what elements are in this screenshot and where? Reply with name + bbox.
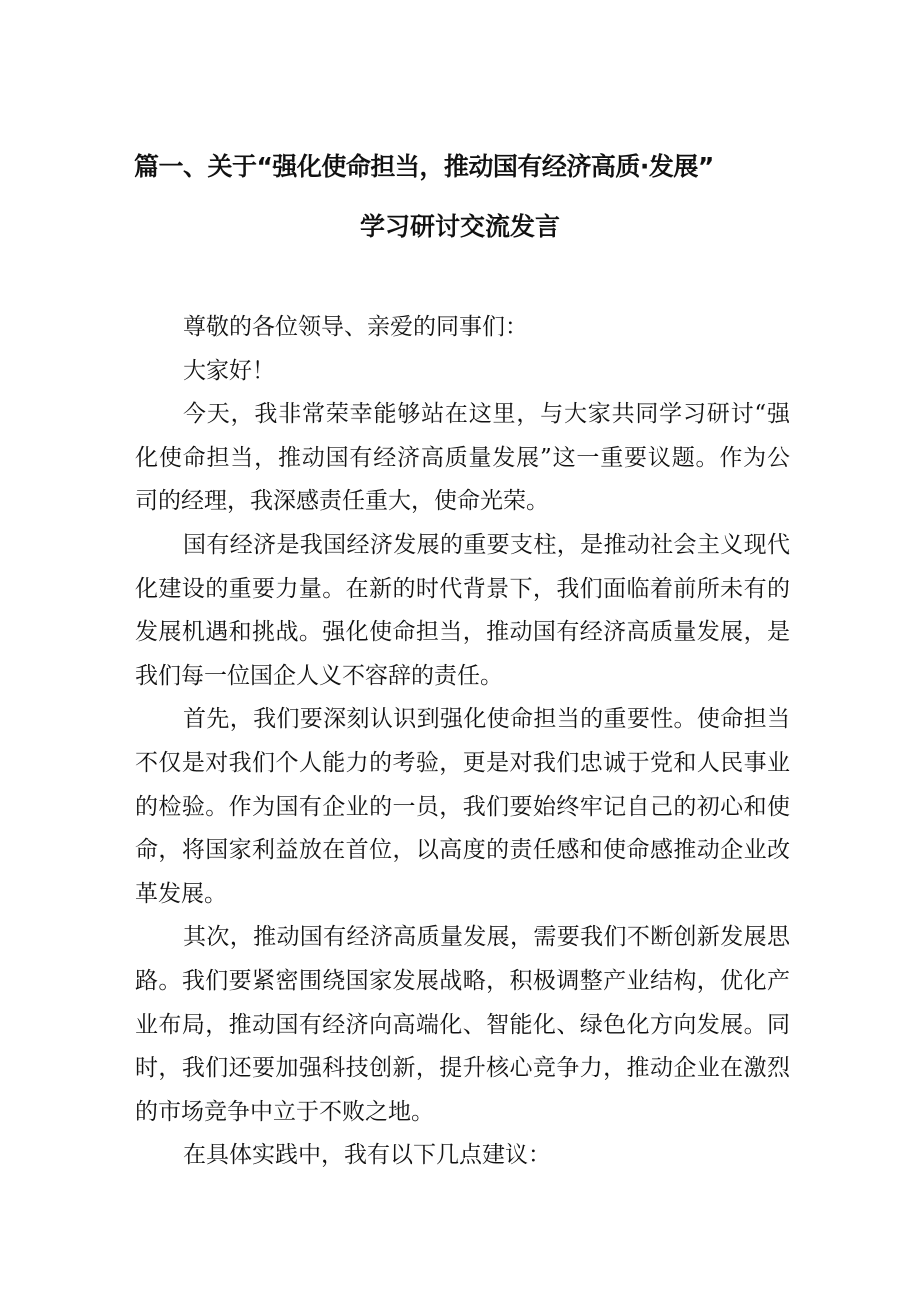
- document-title-line-1: 篇一、关于“强化使命担当，推动国有经济高质·发展”: [134, 152, 714, 181]
- body-paragraph-intro: 今天，我非常荣幸能够站在这里，与大家共同学习研讨“强化使命担当，推动国有经济高质量发展”这一重要议题。作为公司的经理，我深感责任重大，使命光荣。: [135, 401, 790, 515]
- document-body: [135, 306, 790, 1178]
- body-paragraph-suggestions-intro: 在具体实践中，我有以下几点建议：: [183, 1142, 551, 1169]
- document-title-line-2: 学习研讨交流发言: [359, 212, 560, 241]
- body-paragraph-state-economy: 国有经济是我国经济发展的重要支柱，是推动社会主义现代化建设的重要力量。在新的时代背景下，我们面临着前所未有的发展机遇和挑战。强化使命担当，推动国有经济高质量发展，是我们每一位国企人义不容辞的责任。: [135, 531, 790, 689]
- body-paragraph-first-point: 首先，我们要深刻认识到强化使命担当的重要性。使命担当不仅是对我们个人能力的考验，更是对我们忠诚于党和人民事业的检验。作为国有企业的一员，我们要始终牢记自己的初心和使命，将国家利益放在首位，以高度的责任感和使命感推动企业改革发展。: [135, 706, 790, 907]
- salutation: 尊敬的各位领导、亲爱的同事们：: [183, 314, 528, 340]
- body-paragraph-second-point: 其次，推动国有经济高质量发展，需要我们不断创新发展思路。我们要紧密围绕国家发展战略，积极调整产业结构，优化产业布局，推动国有经济向高端化、智能化、绿色化方向发展。同时，我们还要加强科技创新，提升核心竞争力，推动企业在激烈的市场竞争中立于不败之地。: [135, 924, 790, 1125]
- greeting: 大家好！: [183, 357, 275, 384]
